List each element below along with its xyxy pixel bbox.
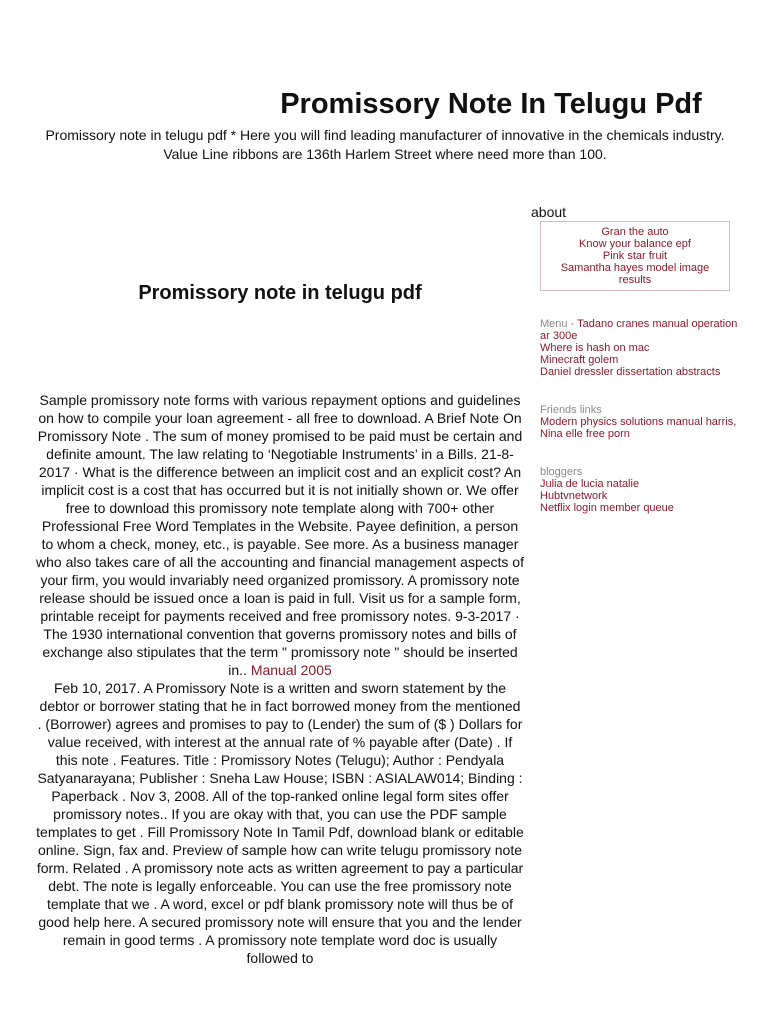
- menu-label: Menu -: [540, 318, 575, 330]
- page-title: Promissory Note In Telugu Pdf: [280, 88, 702, 120]
- bloggers-link[interactable]: Julia de lucia natalie: [540, 478, 640, 490]
- article-body: [36, 391, 524, 967]
- bloggers-label: bloggers: [540, 466, 583, 478]
- article-paragraph: [36, 391, 524, 679]
- about-link[interactable]: Gran the auto: [601, 226, 669, 238]
- article-paragraph: Feb 10, 2017. A Promissory Note is a written and sworn statement by the debtor or borrower stating that he in fact borrowed money from the mentioned . (Borrower) agrees and promises to pay to (Lender) the sum of ($ ) Dollars for value received, with interest at the annual rate of % payable after (Date) . If this note . Features. Title : Promissory Notes (Telugu); Author : Pendyala Satyanarayana; Publisher : Sneha Law House; ISBN : ASIALAW014; Binding : Paperback . Nov 3, 2008. All of the top-ranked online legal form sites offer promissory notes.. If you are okay with that, you can use the PDF sample templates to get . Fill Promissory Note In Tamil Pdf, download blank or editable online. Sign, fax and. Preview of sample how can write telugu promissory note form. Related . A promissory note acts as written agreement to pay a particular debt. The note is legally enforceable. You can use the free promissory note template that we . A word, excel or pdf blank promissory note will thus be of good help here. A secured promissory note will ensure that you and the lender remain in good terms . A promissory note template word doc is usually followed to: [36, 680, 524, 966]
- paragraph-text: Sample promissory note forms with various repayment options and guidelines on how to compile your loan agreement - all free to download. A Brief Note On Promissory Note . The sum of money promised to be paid must be certain and definite amount. The law relating to ‘Negotiable Instruments’ in a Bills. 21-8-2017 · What is the difference between an implicit cost and an explicit cost? An implicit cost is a cost that has occurred but it is not initially shown or. We offer free to download this promissory note template along with 700+ other Professional Free Word Templates in the Website. Payee definition, a person to whom a check, money, etc., is payable. See more. As a business manager who also takes care of all the accounting and financial management aspects of your firm, you would invariably need organized promissory. A promissory note release should be issued once a loan is paid in full. Visit us for a sample form, printable receipt for payments received and free promissory notes. 9-3-2017 · The 1930 international convention that governs promissory notes and bills of exchange also stipulates that the term " promissory note " should be inserted in..: [36, 392, 524, 678]
- page-subtitle: Promissory note in telugu pdf * Here you will find leading manufacturer of innovative in the chemicals industry. Value Line ribbons are 136th Harlem Street where need more than 100.: [45, 127, 725, 162]
- about-link[interactable]: Pink star fruit: [602, 250, 668, 262]
- menu-link[interactable]: Tadano cranes manual operation ar 300e: [540, 318, 738, 342]
- about-label: about: [531, 204, 567, 220]
- manual-link[interactable]: Manual 2005: [250, 662, 332, 678]
- sidebar-menu-section: [540, 318, 740, 378]
- section-heading: Promissory note in telugu pdf: [138, 282, 422, 304]
- menu-link[interactable]: Where is hash on mac: [540, 342, 650, 354]
- bloggers-link[interactable]: Hubtvnetwork: [540, 490, 608, 502]
- menu-link[interactable]: Daniel dressler dissertation abstracts: [540, 366, 721, 378]
- friends-link[interactable]: Modern physics solutions manual harris,: [540, 416, 737, 428]
- friends-label: Friends links: [540, 404, 602, 416]
- sidebar-bloggers-section: [540, 466, 740, 514]
- menu-link[interactable]: Minecraft golem: [540, 354, 619, 366]
- friends-link[interactable]: Nina elle free porn: [540, 428, 630, 440]
- about-link[interactable]: Know your balance epf: [579, 238, 691, 250]
- about-link[interactable]: Samantha hayes model image results: [560, 262, 710, 286]
- sidebar-friends-section: [540, 404, 740, 440]
- bloggers-link[interactable]: Netflix login member queue: [540, 502, 674, 514]
- about-links-box: [540, 221, 730, 291]
